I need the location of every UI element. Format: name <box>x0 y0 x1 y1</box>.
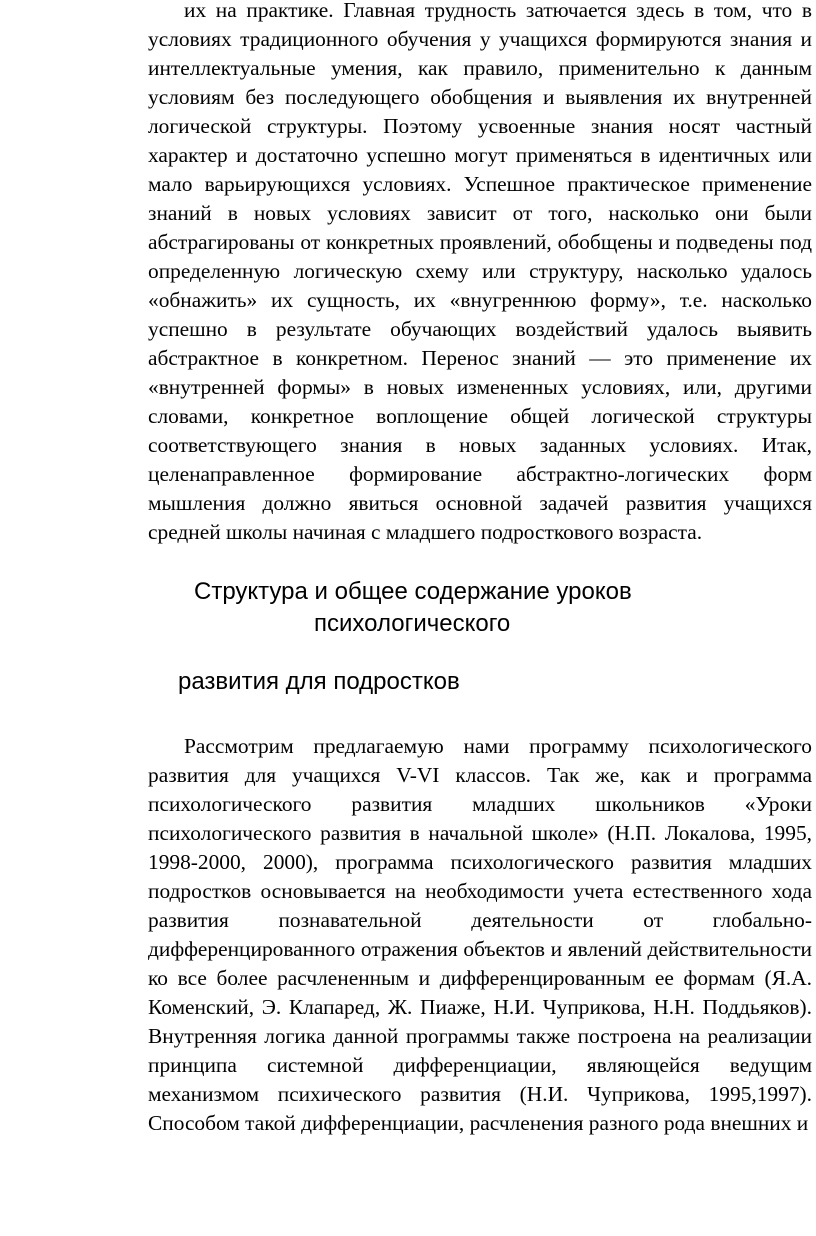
section-heading-line-2: психологического <box>314 610 511 637</box>
section-heading-line-1: Структура и общее содержание уроков <box>194 578 632 605</box>
body-paragraph-1: их на практике. Главная трудность затючается здесь в том, что в условиях традиционного обучения у учащихся формируются знания и интеллектуальные умения, как правило, применительно к данным условиям без последующего обобщения и выявления их внутренней логической структуры. Поэтому усвоенные знания носят частный характер и достаточно успешно могут применяться в идентичных или мало варьирующихся условиях. Успешное практическое применение знаний в новых условиях зависит от того, насколько они были абстрагированы от конкретных проявлений, обобщены и подведены под определенную логическую схему или структуру, насколько удалось «обнажить» их сущность, их «внугреннюю форму», т.е. насколько успешно в результате обучающих воздействий удалось выявить абстрактное в конкретном. Перенос знаний — это применение их «внутренней формы» в новых измененных условиях, или, другими словами, конкретное воплощение общей логической структуры соответствующего знания в новых заданных условиях. Итак, целенаправленное формирование абстрактно-логических форм мышления должно явиться основной задачей развития учащихся средней школы начиная с младшего подросткового возраста. <box>148 0 812 544</box>
section-heading <box>148 576 754 640</box>
section-heading-line-3: развития для подростков <box>178 668 460 695</box>
body-paragraph-2: Рассмотрим предлагаемую нами программу психологического развития для учащихся V-VI классов. Так же, как и программа психологического развития младших школьников «Уроки психологического развития в начальной школе» (Н.П. Локалова, 1995, 1998-2000, 2000), программа психологического развития младших подростков основывается на необходимости учета естественного хода развития познавательной деятельности от глобально-дифференцированного отражения объектов и явлений действительности ко все более расчлененным и дифференцированным ее формам (Я.А. Коменский, Э. Клапаред, Ж. Пиаже, Н.И. Чуприкова, Н.Н. Поддьяков). Внутренняя логика данной программы также построена на реализации принципа системной дифференциации, являющейся ведущим механизмом психического развития (Н.И. Чуприкова, 1995,1997). Способом такой дифференциации, расчленения разного рода внешних и <box>148 734 812 1135</box>
